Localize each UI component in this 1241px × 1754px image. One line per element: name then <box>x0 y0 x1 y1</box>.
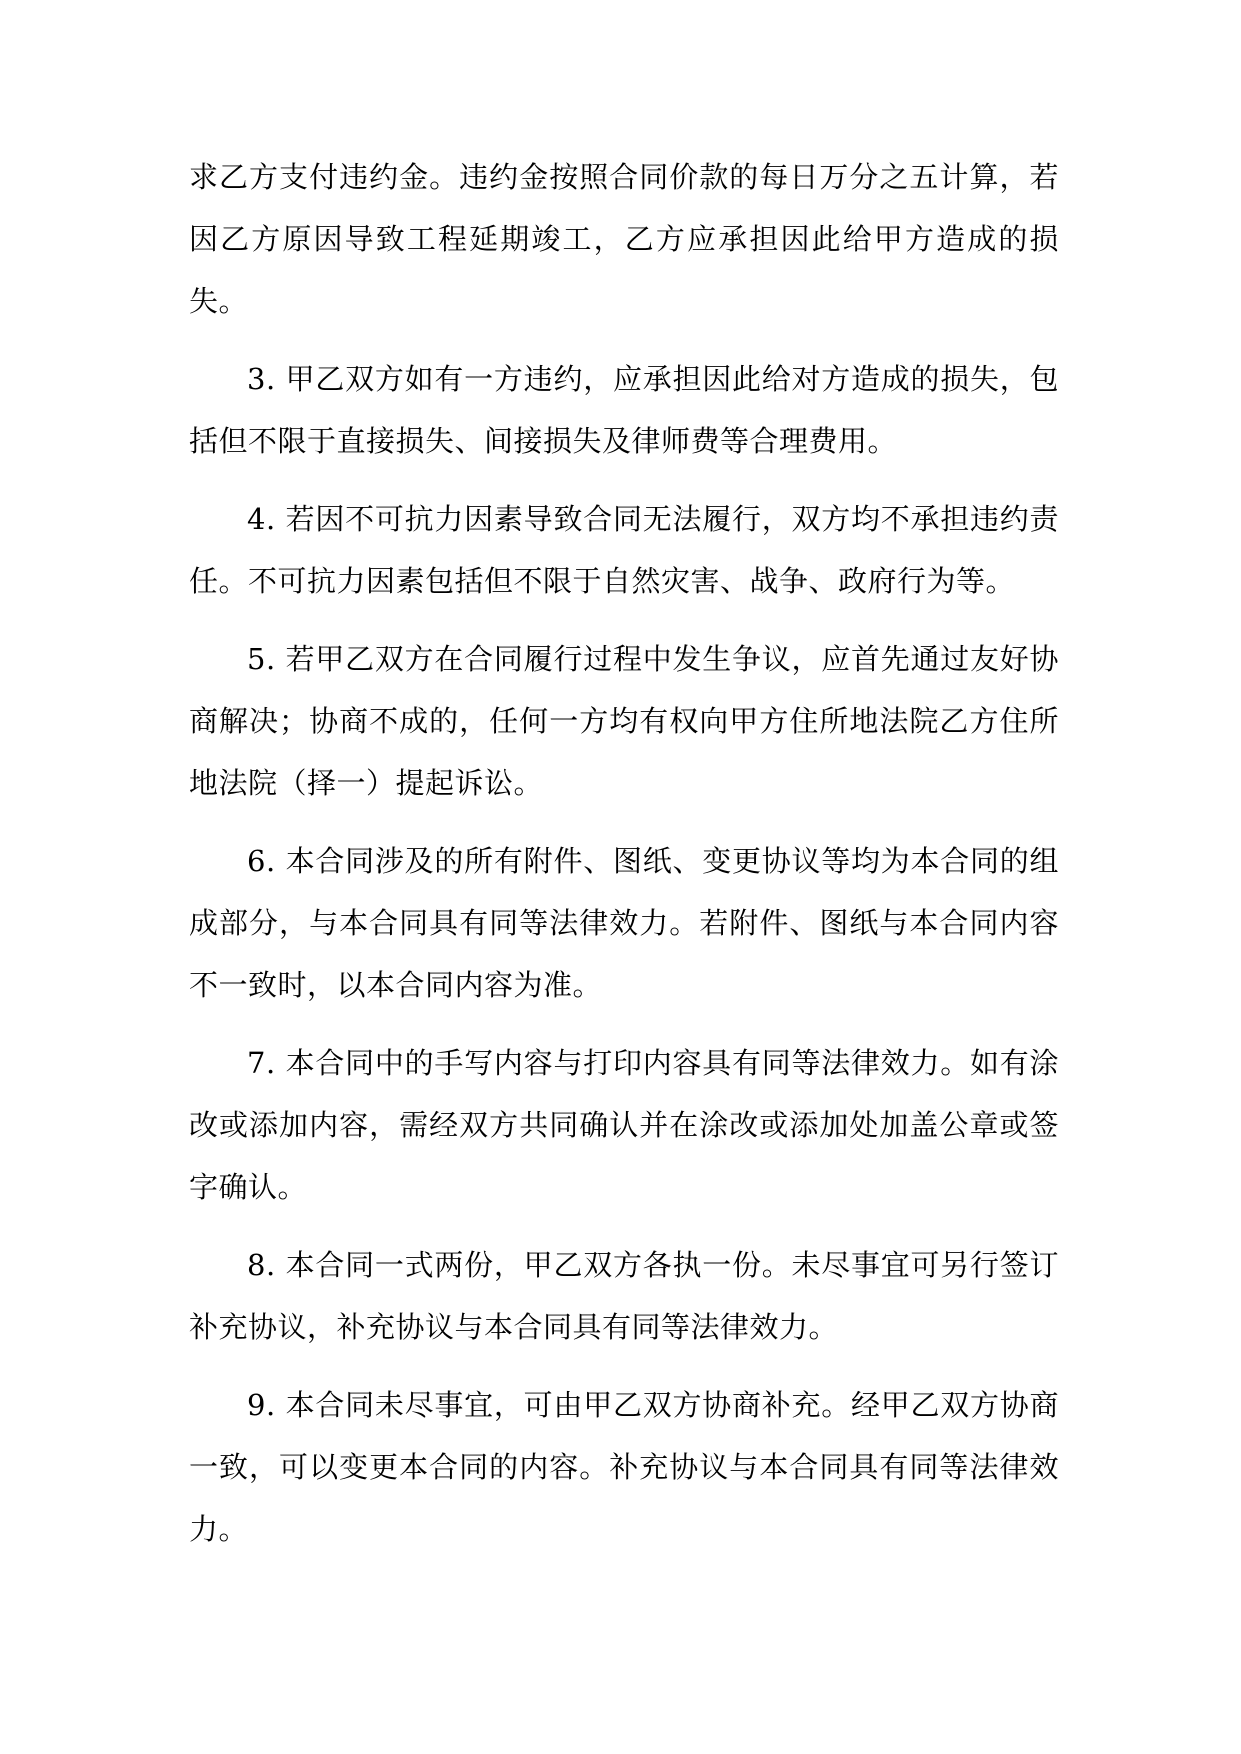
paragraph-continuation <box>189 146 1059 332</box>
clause-number: 6. <box>247 844 276 878</box>
clause-3 <box>189 348 1059 472</box>
clause-7 <box>189 1032 1059 1218</box>
clause-number: 8. <box>247 1248 276 1282</box>
clause-text: 本合同涉及的所有附件、图纸、变更协议等均为本合同的组成部分，与本合同具有同等法律效力。若附件、图纸与本合同内容不一致时，以本合同内容为准。 <box>189 844 1059 1002</box>
clause-5 <box>189 628 1059 814</box>
clause-text: 本合同一式两份，甲乙双方各执一份。未尽事宜可另行签订补充协议，补充协议与本合同具有同等法律效力。 <box>189 1248 1059 1344</box>
clause-text: 本合同未尽事宜，可由甲乙双方协商补充。经甲乙双方协商一致，可以变更本合同的内容。补充协议与本合同具有同等法律效力。 <box>189 1388 1059 1546</box>
clause-text: 若因不可抗力因素导致合同无法履行，双方均不承担违约责任。不可抗力因素包括但不限于自然灾害、战争、政府行为等。 <box>189 502 1059 598</box>
paragraph-text: 求乙方支付违约金。违约金按照合同价款的每日万分之五计算，若因乙方原因导致工程延期竣工，乙方应承担因此给甲方造成的损失。 <box>189 160 1059 318</box>
clause-text: 甲乙双方如有一方违约，应承担因此给对方造成的损失，包括但不限于直接损失、间接损失及律师费等合理费用。 <box>189 362 1059 458</box>
clause-6 <box>189 830 1059 1016</box>
clause-number: 5. <box>247 642 276 676</box>
clause-text: 本合同中的手写内容与打印内容具有同等法律效力。如有涂改或添加内容，需经双方共同确认并在涂改或添加处加盖公章或签字确认。 <box>189 1046 1059 1204</box>
clause-text: 若甲乙双方在合同履行过程中发生争议，应首先通过友好协商解决；协商不成的，任何一方均有权向甲方住所地法院乙方住所地法院（择一）提起诉讼。 <box>189 642 1059 800</box>
clause-number: 3. <box>247 362 276 396</box>
clause-9 <box>189 1374 1059 1560</box>
clause-number: 9. <box>247 1388 276 1422</box>
clause-4 <box>189 488 1059 612</box>
clause-8 <box>189 1234 1059 1358</box>
document-body <box>189 146 1059 1576</box>
clause-number: 4. <box>247 502 276 536</box>
clause-number: 7. <box>247 1046 276 1080</box>
